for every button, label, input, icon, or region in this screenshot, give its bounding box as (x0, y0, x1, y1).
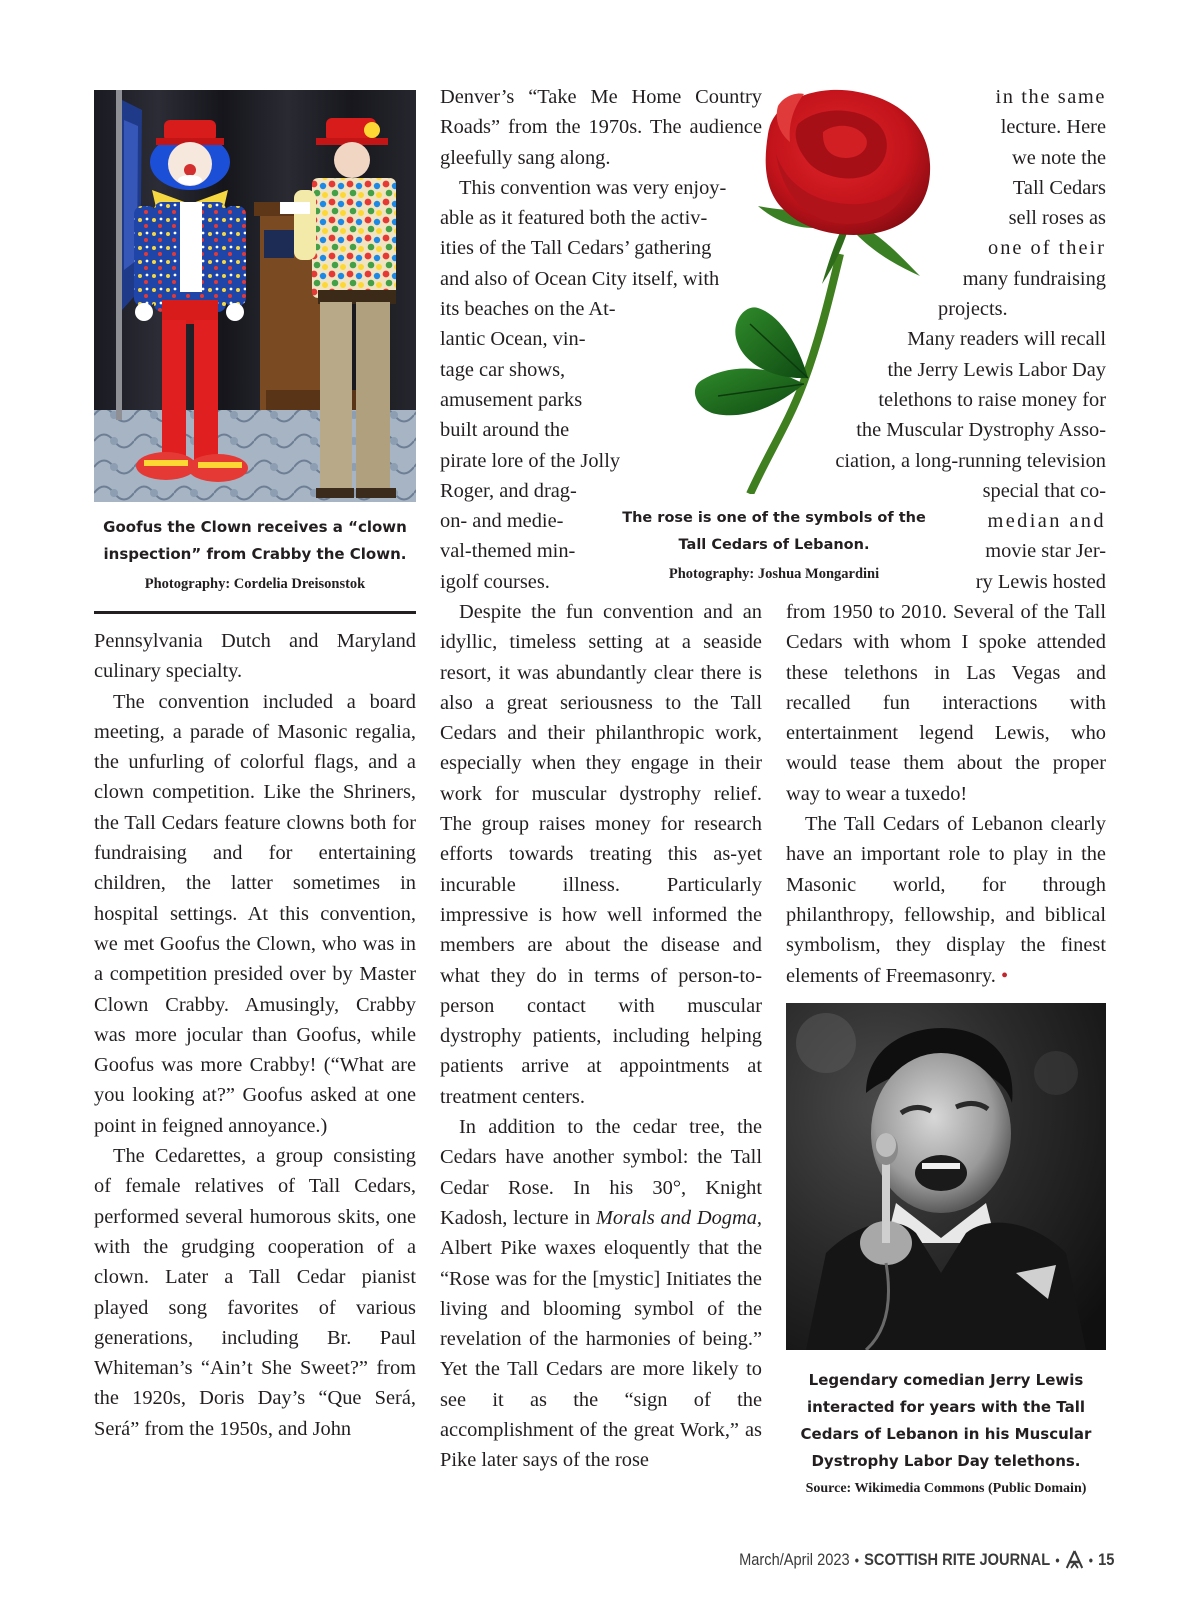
col3-line-8: projects. (938, 298, 1008, 321)
col2-paragraph-2: Despite the fun convention and an idyllic, timeless setting at a seaside resort, it was abundantly clear there is also a great seriousness to the Tall Cedars and their philanthropic work, especially when they engage in their work for muscular dystrophy relief. The group raises money for research efforts towards treating this as-yet incurable illness. Particularly impressive is how well informed the members are about the disease and what they do in terms of person-to-person contact with muscular dystrophy patients, including helping patients arrive at appointments at treatment centers. (440, 601, 762, 1108)
col1-paragraph-1: Pennsylvania Dutch and Maryland culinary specialty. (94, 630, 416, 683)
col3-line-11: telethons to raise money for (878, 388, 1106, 411)
clowns-caption-line-1: Goofus the Clown receives a “clown (103, 518, 407, 536)
col2-line-1: Denver’s “Take Me Home Country (440, 86, 762, 108)
col2-line-6: ities of the Tall Cedars’ gathering (440, 237, 712, 260)
column-3-top-lines (786, 82, 1106, 597)
jerry-lewis-caption (786, 1367, 1106, 1475)
col3-line-7: many fundraising (962, 267, 1106, 290)
col3-line-9: Many readers will recall (907, 328, 1106, 351)
col3-line-3: we note the (1012, 146, 1106, 169)
rose-caption-line-1: The rose is one of the symbols of the (622, 510, 926, 526)
col3-line-16: movie star Jer- (985, 540, 1106, 563)
clowns-caption (94, 514, 416, 568)
end-of-article-mark: • (1001, 964, 1009, 987)
col2-line-14: Roger, and drag- (440, 479, 577, 502)
col3-line-17: ry Lewis hosted (975, 570, 1106, 593)
col3-line-10: the Jerry Lewis Labor Day (887, 358, 1106, 381)
col3-paragraph-2-text: The Tall Cedars of Lebanon clearly have an important role to play in the Masonic world, for through philanthropy, fellowship, and biblical symbolism, they display the finest elements of Freemasonry. (786, 813, 1106, 987)
col3-line-2: lecture. Here (1000, 116, 1106, 139)
clowns-photo-credit: Photography: Cordelia Dreisonstok (144, 576, 366, 592)
jerry-lewis-photo (786, 1003, 1106, 1350)
rose-photo-credit: Photography: Joshua Mongardini (668, 566, 880, 582)
col3-paragraph-1-rest: from 1950 to 2010. Several of the Tall Cedars with whom I spoke attended these telethons in Las Vegas and recalled fun interactions with entertainment legend Lewis, who would tease them about the proper way to wear a tuxedo! (786, 601, 1106, 805)
col2-line-12: built around the (440, 419, 570, 442)
issue-date: March/April 2023 (738, 1550, 850, 1569)
clowns-photo (94, 90, 416, 502)
col2-line-8: its beaches on the At- (440, 298, 616, 321)
column-divider-rule (94, 611, 416, 614)
col2-line-13: pirate lore of the Jolly (440, 449, 621, 472)
col2-paragraph-3 (440, 1112, 762, 1476)
col2-line-15: on- and medie- (440, 510, 564, 533)
book-title-morals-and-dogma: Morals and Dogma (595, 1206, 757, 1229)
column-3-text (786, 597, 1106, 991)
col3-line-1: in the same (995, 86, 1106, 108)
lewis-caption-line-1: Legendary comedian Jerry Lewis (808, 1371, 1084, 1389)
footer-separator: • (1054, 1552, 1060, 1568)
col3-line-6: one of their (988, 237, 1106, 260)
col2-paragraph-3-part-a: In addition to the cedar tree, the Cedars have another symbol: the Tall Cedar Rose. In his 30°, Knight Kadosh, lecture in (440, 1116, 762, 1229)
col3-line-15: median and (987, 510, 1106, 533)
col2-line-7: and also of Ocean City itself, with (440, 267, 720, 290)
col2-paragraph-3-part-b: , Albert Pike waxes eloquently that the “Rose was for the [mystic] Initiates the living and blooming symbol of the revelation of the harmonies of being.” Yet the Tall Cedars are more likely to see it as the “sign of the accomplishment of the great Work,” as Pike later says of the rose (440, 1206, 763, 1472)
col2-line-9: lantic Ocean, vin- (440, 328, 586, 351)
footer-separator: • (854, 1552, 859, 1568)
page-footer (739, 1548, 1114, 1572)
lewis-caption-line-4: Dystrophy Labor Day telethons. (811, 1452, 1081, 1470)
journal-name: SCOTTISH RITE JOURNAL (863, 1550, 1050, 1569)
jerry-lewis-photo-credit: Source: Wikimedia Commons (Public Domain) (805, 1481, 1087, 1496)
lewis-caption-line-2: interacted for years with the Tall (807, 1398, 1085, 1416)
col1-paragraph-3: The Cedarettes, a group consisting of female relatives of Tall Cedars, performed several humorous skits, one with the grudging cooperation of a clown. Later a Tall Cedar pianist played song favorites of various generations, including Br. Paul Whiteman’s “Ain’t She Sweet?” from the 1920s, Doris Day’s “Que Será, Será” from the 1950s, and John (94, 1145, 416, 1440)
col3-line-14: special that co- (982, 479, 1106, 502)
col2-line-2: Roads” from the 1970s. The audience (440, 116, 762, 139)
col2-line-5: able as it featured both the activ- (440, 207, 708, 230)
rose-caption-line-2: Tall Cedars of Lebanon. (678, 537, 870, 553)
page-number: 15 (1097, 1550, 1114, 1569)
col3-line-4: Tall Cedars (1012, 176, 1106, 199)
column-1-text (94, 626, 416, 1444)
square-compass-icon (1064, 1550, 1083, 1570)
col2-line-3: gleefully sang along. (440, 146, 611, 169)
clowns-caption-line-2: inspection” from Crabby the Clown. (103, 545, 407, 563)
col1-paragraph-2: The convention included a board meeting, a parade of Masonic regalia, the unfurling of colorful flags, and a clown competition. Like the Shriners, the Tall Cedars feature clowns both for fundraising and for entertaining children, the latter sometimes in hospital settings. At this convention, we met Goofus the Clown, who was in a competition presided over by Master Clown Crabby. Amusingly, Crabby was more jocular than Goofus, while Goofus was more Crabby! (“What are you looking at?” Goofus asked at one point in feigned annoyance.) (94, 690, 416, 1137)
col3-line-5: sell roses as (1008, 207, 1106, 230)
col2-line-4: This convention was very enjoy- (459, 176, 727, 199)
column-2-text (440, 597, 762, 1476)
col2-line-17: igolf courses. (440, 570, 550, 593)
col3-line-12: the Muscular Dystrophy Asso- (856, 419, 1106, 442)
col2-line-10: tage car shows, (440, 358, 566, 381)
col2-line-16: val-themed min- (440, 540, 576, 563)
col2-line-11: amusement parks (440, 388, 583, 411)
footer-separator: • (1088, 1552, 1093, 1568)
lewis-caption-line-3: Cedars of Lebanon in his Muscular (800, 1425, 1092, 1443)
col3-line-13: ciation, a long-running television (835, 449, 1106, 472)
col3-paragraph-2 (786, 809, 1106, 991)
